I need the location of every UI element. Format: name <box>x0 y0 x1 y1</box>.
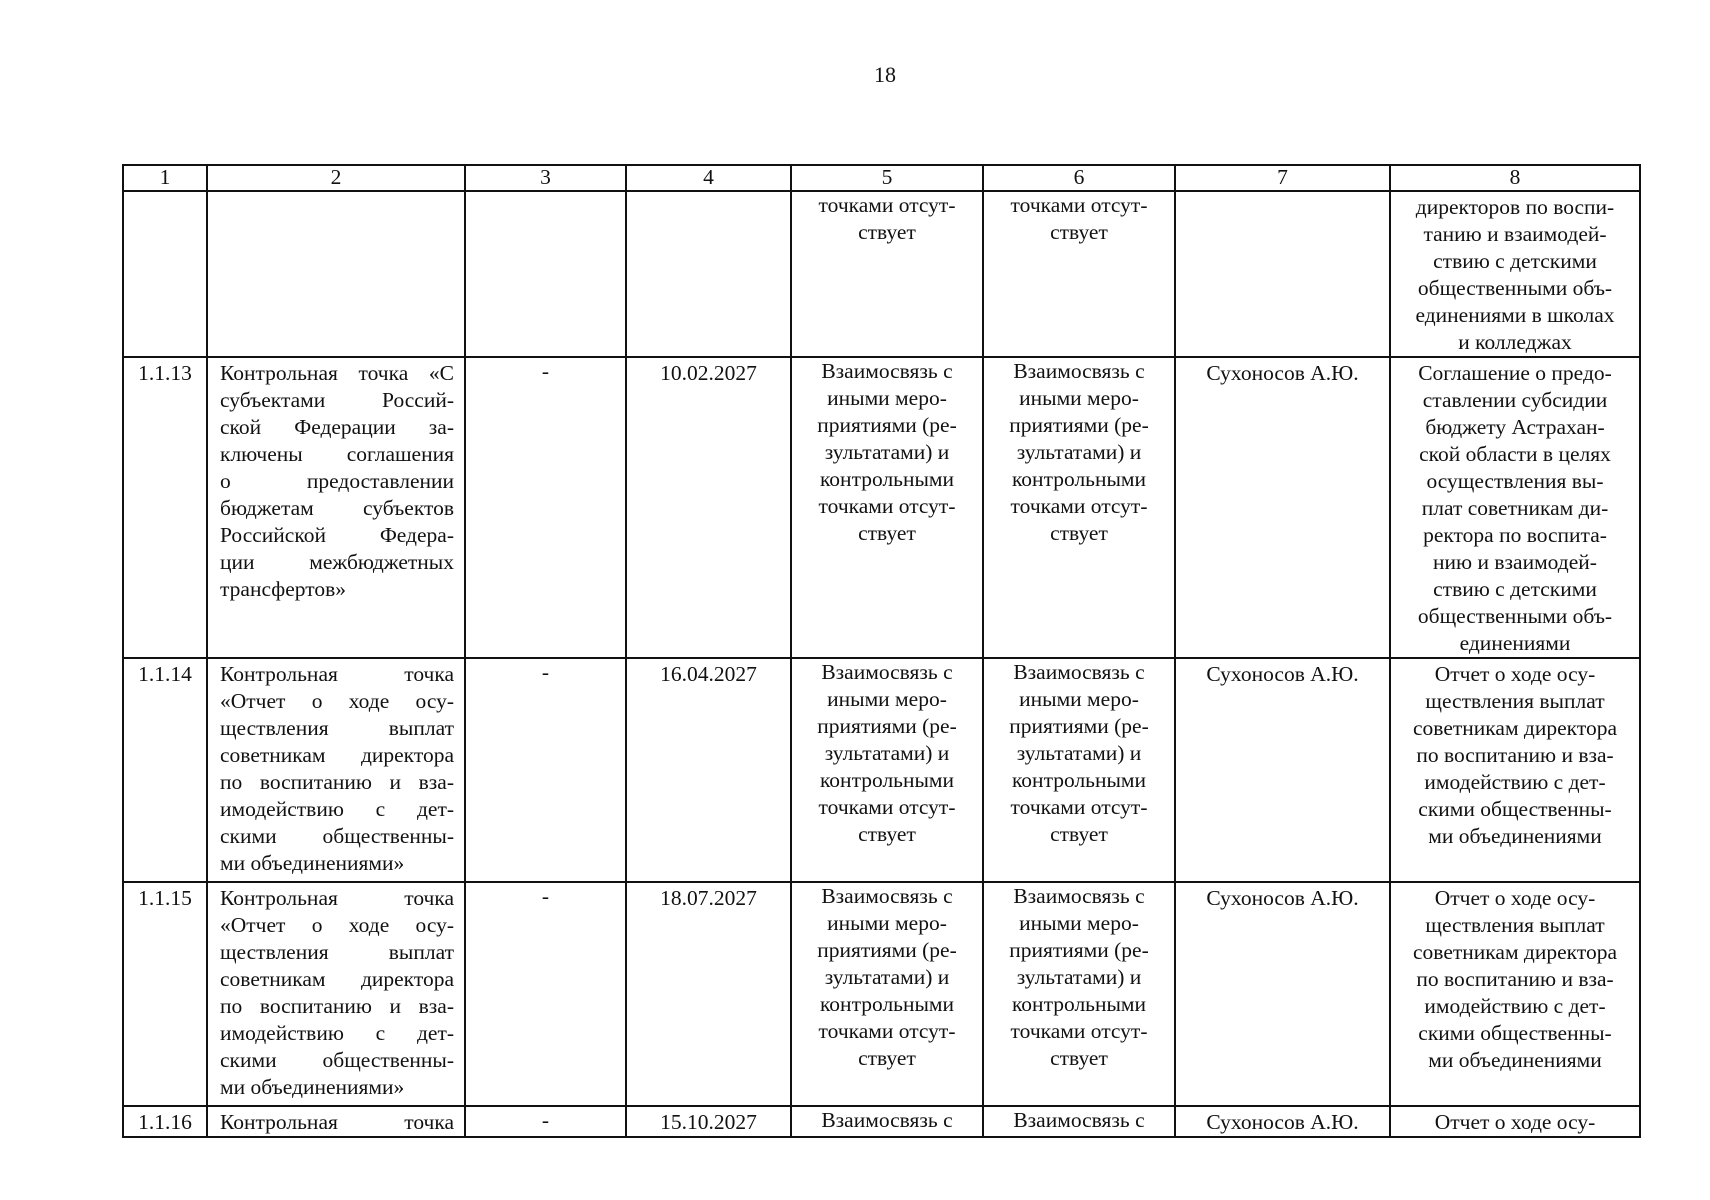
header-row <box>123 165 1640 191</box>
column-3-value: - <box>465 658 626 882</box>
row-number: 1.1.16 <box>123 1106 207 1137</box>
text-line: ской области в целях <box>1419 442 1611 466</box>
text-line: скими общественны- <box>1418 1021 1612 1045</box>
header-col-2: 2 <box>207 165 465 191</box>
text-line: Взаимосвязь с <box>1013 660 1145 684</box>
text-line: имодействию с дет- <box>220 797 454 821</box>
text-line: Взаимосвязь с <box>821 359 953 383</box>
responsible-person: Сухоносов А.Ю. <box>1175 1106 1390 1137</box>
text-line: зультатами) и <box>1016 965 1142 989</box>
text-line: ствует <box>1050 1046 1108 1070</box>
text-line: Контрольная точка <box>220 662 454 686</box>
text-line: контрольными <box>819 992 955 1016</box>
text-line: ми объединениями <box>1428 1048 1602 1072</box>
date-cell: 18.07.2027 <box>626 882 791 1106</box>
text-line: советникам директора <box>220 743 454 767</box>
text-line: приятиями (ре- <box>1009 938 1149 962</box>
document-cell <box>1390 882 1640 1106</box>
row-number: 1.1.13 <box>123 357 207 658</box>
header-col-7: 7 <box>1175 165 1390 191</box>
text-line: ствует <box>858 220 916 244</box>
text-line: контрольными <box>819 768 955 792</box>
header-col-8: 8 <box>1390 165 1640 191</box>
text-line: ществления выплат <box>220 716 454 740</box>
control-points-table <box>122 164 1641 1138</box>
date-cell: 10.02.2027 <box>626 357 791 658</box>
text-line: единениями в школах <box>1415 303 1615 327</box>
text-line: по воспитанию и вза- <box>220 994 454 1018</box>
text-line: директоров по воспи- <box>1415 195 1615 219</box>
row-number: 1.1.14 <box>123 658 207 882</box>
text-line: ректора по воспита- <box>1423 523 1607 547</box>
page-number: 18 <box>874 62 896 87</box>
control-point-name <box>207 658 465 882</box>
text-line: и колледжах <box>1458 330 1572 354</box>
text-line: Взаимосвязь с <box>821 660 953 684</box>
text-line: единениями <box>1459 631 1571 655</box>
table-row <box>123 658 1640 882</box>
text-line: бюджету Астрахан- <box>1425 415 1605 439</box>
date-cell: 16.04.2027 <box>626 658 791 882</box>
text-line: ствует <box>1050 220 1108 244</box>
text-line: Соглашение о предо- <box>1418 361 1612 385</box>
text-line: иными меро- <box>827 911 947 935</box>
text-line: трансфертов» <box>220 577 346 601</box>
document-cell <box>1390 1106 1640 1137</box>
text-line: по воспитанию и вза- <box>220 770 454 794</box>
column-3-value: - <box>465 882 626 1106</box>
text-line: советникам директора <box>220 967 454 991</box>
table-cell-col6 <box>983 191 1175 357</box>
text-line: точками отсут- <box>1010 193 1148 217</box>
header-col-1: 1 <box>123 165 207 191</box>
text-line: контрольными <box>819 467 955 491</box>
document-cell <box>1390 357 1640 658</box>
text-line: точками отсут- <box>1010 795 1148 819</box>
text-line: о предоставлении <box>220 469 454 493</box>
table-cell <box>123 191 207 357</box>
text-line: иными меро- <box>827 687 947 711</box>
text-line: имодействию с дет- <box>220 1021 454 1045</box>
text-line: ствует <box>1050 521 1108 545</box>
table-cell-col5 <box>791 1106 983 1137</box>
text-line: по воспитанию и вза- <box>1416 743 1614 767</box>
text-line: приятиями (ре- <box>817 938 957 962</box>
text-line: ствию с детскими <box>1433 249 1597 273</box>
table-cell-col6 <box>983 1106 1175 1137</box>
text-line: общественными объ- <box>1417 276 1613 300</box>
responsible-person: Сухоносов А.Ю. <box>1175 357 1390 658</box>
header-col-5: 5 <box>791 165 983 191</box>
text-line: «Отчет о ходе осу- <box>220 689 454 713</box>
row-number: 1.1.15 <box>123 882 207 1106</box>
text-line: осуществления вы- <box>1426 469 1604 493</box>
text-line: ми объединениями» <box>220 1075 405 1099</box>
text-line: точками отсут- <box>1010 1019 1148 1043</box>
text-line: контрольными <box>1011 467 1147 491</box>
text-line: Контрольная точка <box>220 1110 454 1134</box>
text-line: общественными объ- <box>1417 604 1613 628</box>
text-line: «Отчет о ходе осу- <box>220 913 454 937</box>
text-line: ключены соглашения <box>220 442 454 466</box>
text-line: точками отсут- <box>818 494 956 518</box>
text-line: иными меро- <box>1019 386 1139 410</box>
text-line: зультатами) и <box>824 965 950 989</box>
table-cell-col5 <box>791 191 983 357</box>
text-line: плат советникам ди- <box>1421 496 1609 520</box>
text-line: точками отсут- <box>818 1019 956 1043</box>
text-line: ции межбюджетных <box>220 550 454 574</box>
text-line: ществления выплат <box>1425 689 1605 713</box>
table-cell <box>465 191 626 357</box>
text-line: зультатами) и <box>1016 741 1142 765</box>
text-line: Взаимосвязь с <box>821 884 953 908</box>
text-line: контрольными <box>1011 768 1147 792</box>
control-point-name <box>207 882 465 1106</box>
text-line: иными меро- <box>1019 687 1139 711</box>
text-line: Взаимосвязь с <box>1013 1108 1145 1132</box>
text-line: по воспитанию и вза- <box>1416 967 1614 991</box>
table-cell-col8 <box>1390 191 1640 357</box>
header-col-3: 3 <box>465 165 626 191</box>
table-cell <box>207 191 465 357</box>
text-line: скими общественны- <box>1418 797 1612 821</box>
control-point-name <box>207 1106 465 1137</box>
text-line: Отчет о ходе осу- <box>1434 1110 1596 1134</box>
text-line: ставлении субсидии <box>1422 388 1608 412</box>
text-line: иными меро- <box>827 386 947 410</box>
table-cell-col6 <box>983 357 1175 658</box>
text-line: ствует <box>858 822 916 846</box>
date-cell: 15.10.2027 <box>626 1106 791 1137</box>
control-point-name <box>207 357 465 658</box>
responsible-person: Сухоносов А.Ю. <box>1175 658 1390 882</box>
responsible-person: Сухоносов А.Ю. <box>1175 882 1390 1106</box>
table-cell <box>1175 191 1390 357</box>
text-line: ществления выплат <box>220 940 454 964</box>
table-row <box>123 882 1640 1106</box>
text-line: имодействию с дет- <box>1424 994 1606 1018</box>
text-line: приятиями (ре- <box>817 413 957 437</box>
text-line: ми объединениями <box>1428 824 1602 848</box>
text-line: скими общественны- <box>220 824 454 848</box>
text-line: приятиями (ре- <box>817 714 957 738</box>
text-line: Отчет о ходе осу- <box>1434 886 1596 910</box>
text-line: Взаимосвязь с <box>1013 884 1145 908</box>
text-line: точками отсут- <box>1010 494 1148 518</box>
column-3-value: - <box>465 1106 626 1137</box>
text-line: ществления выплат <box>1425 913 1605 937</box>
text-line: скими общественны- <box>220 1048 454 1072</box>
text-line: ствует <box>858 521 916 545</box>
table-cell-col5 <box>791 658 983 882</box>
text-line: субъектами Россий- <box>220 388 454 412</box>
text-line: ской Федерации за- <box>220 415 454 439</box>
text-line: Контрольная точка <box>220 886 454 910</box>
text-line: Взаимосвязь с <box>1013 359 1145 383</box>
table-row <box>123 357 1640 658</box>
text-line: имодействию с дет- <box>1424 770 1606 794</box>
text-line: точками отсут- <box>818 193 956 217</box>
continuation-row <box>123 191 1640 357</box>
text-line: зультатами) и <box>1016 440 1142 464</box>
text-line: ствует <box>858 1046 916 1070</box>
text-line: приятиями (ре- <box>1009 413 1149 437</box>
text-line: Отчет о ходе осу- <box>1434 662 1596 686</box>
text-line: точками отсут- <box>818 795 956 819</box>
document-cell <box>1390 658 1640 882</box>
table-cell-col5 <box>791 357 983 658</box>
text-line: зультатами) и <box>824 440 950 464</box>
table-cell-col5 <box>791 882 983 1106</box>
text-line: танию и взаимодей- <box>1423 222 1607 246</box>
text-line: советникам директора <box>1413 716 1617 740</box>
text-line: ствию с детскими <box>1433 577 1597 601</box>
text-line: бюджетам субъектов <box>220 496 454 520</box>
text-line: иными меро- <box>1019 911 1139 935</box>
column-3-value: - <box>465 357 626 658</box>
text-line: ми объединениями» <box>220 851 405 875</box>
text-line: контрольными <box>1011 992 1147 1016</box>
table-cell-col6 <box>983 882 1175 1106</box>
table-cell <box>626 191 791 357</box>
text-line: ствует <box>1050 822 1108 846</box>
text-line: Взаимосвязь с <box>821 1108 953 1132</box>
table-cell-col6 <box>983 658 1175 882</box>
text-line: приятиями (ре- <box>1009 714 1149 738</box>
header-col-4: 4 <box>626 165 791 191</box>
text-line: Российской Федера- <box>220 523 454 547</box>
text-line: советникам директора <box>1413 940 1617 964</box>
text-line: нию и взаимодей- <box>1433 550 1597 574</box>
text-line: зультатами) и <box>824 741 950 765</box>
header-col-6: 6 <box>983 165 1175 191</box>
text-line: Контрольная точка «С <box>220 361 454 385</box>
table-row <box>123 1106 1640 1137</box>
